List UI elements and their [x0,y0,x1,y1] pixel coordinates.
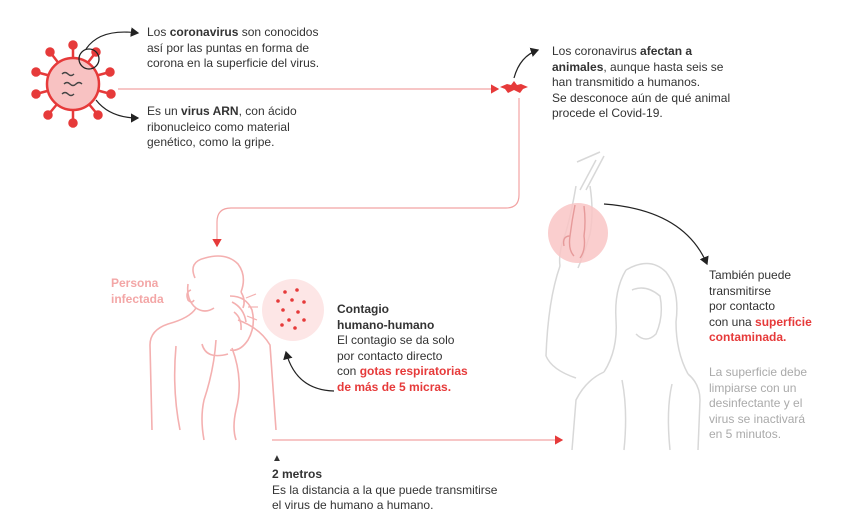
spikes-text-1: Los [147,25,170,39]
contagion-title-2: humano-humano [337,317,435,332]
contagion-line-4: de más de 5 micras. [337,379,452,394]
contagion-description [337,302,468,395]
spikes-term: coronavirus [169,25,239,39]
healthy-person-illustration [546,152,700,450]
cleaning-line-3: desinfectante y el [709,396,803,410]
infected-person-illustration [150,256,276,440]
coronavirus-icon [33,42,115,127]
infected-label-line-2: infectada [111,291,164,306]
surface-term: superficie [755,314,812,329]
rna-line-3: genético, como la gripe. [147,135,275,149]
spikes-line-2: así por las puntas en forma de [147,40,310,55]
surface-line-3: por contacto [709,299,776,313]
rna-text-2: , con ácido [238,104,297,118]
cleaning-description [709,365,807,443]
droplets-circle [262,279,324,341]
rna-description [147,104,297,151]
animals-line-3: han transmitido a humanos. [552,75,701,89]
surface-line-4a: con una [709,314,756,329]
surface-description [709,268,812,346]
rna-term: virus ARN [181,104,239,118]
distance-line-2: el virus de humano a humano. [272,498,434,512]
cleaning-line-5: en 5 minutos. [709,427,782,441]
contagion-title-1: Contagio [337,302,389,316]
spikes-line-3: corona en la superficie del virus. [147,56,320,70]
contagion-droplets-term: gotas respiratorias [359,364,468,378]
animals-line-4: Se desconoce aún de qué animal [552,90,731,105]
bat-icon [500,81,528,93]
animals-line-5: procede el Covid-19. [552,106,663,120]
spikes-pointer-arrow [86,32,138,49]
animals-term-2: animales [552,59,604,74]
animal-pointer-arrow [514,50,538,78]
contagion-pointer-arrow [286,352,334,391]
cleaning-line-1: La superficie debe [709,365,808,379]
animals-text-2: , aunque hasta seis se [603,59,724,74]
surface-line-1: También puede [709,268,792,282]
contagion-line-3a: con [337,364,360,378]
rna-line-2: ribonucleico como material [147,119,290,134]
droplet-lines [246,294,258,320]
animals-description [552,44,730,122]
distance-line-1: Es la distancia a la que puede transmitirse [272,482,498,497]
surface-pointer-arrow [604,204,707,264]
animals-text-1: Los coronavirus [552,44,641,58]
cleaning-line-2: limpiarse con un [709,380,797,395]
spikes-text-2: son conocidos [238,25,319,39]
contagion-line-1: El contagio se da solo [337,333,455,347]
infected-person-label [111,276,164,307]
cleaning-line-4: virus se inactivará [709,411,806,426]
animals-term-1: afectan a [640,44,693,58]
surface-line-5: contaminada. [709,330,787,344]
contaminated-touch-circle [548,203,608,263]
spikes-description [147,25,319,72]
infected-label-line-1: Persona [111,276,159,290]
distance-description [272,467,497,514]
distance-marker: ▲ [272,453,282,464]
distance-title: 2 metros [272,467,323,481]
surface-line-2: transmitirse [709,283,772,298]
rna-text-1: Es un [147,104,182,118]
contagion-line-2: por contacto directo [337,348,443,363]
